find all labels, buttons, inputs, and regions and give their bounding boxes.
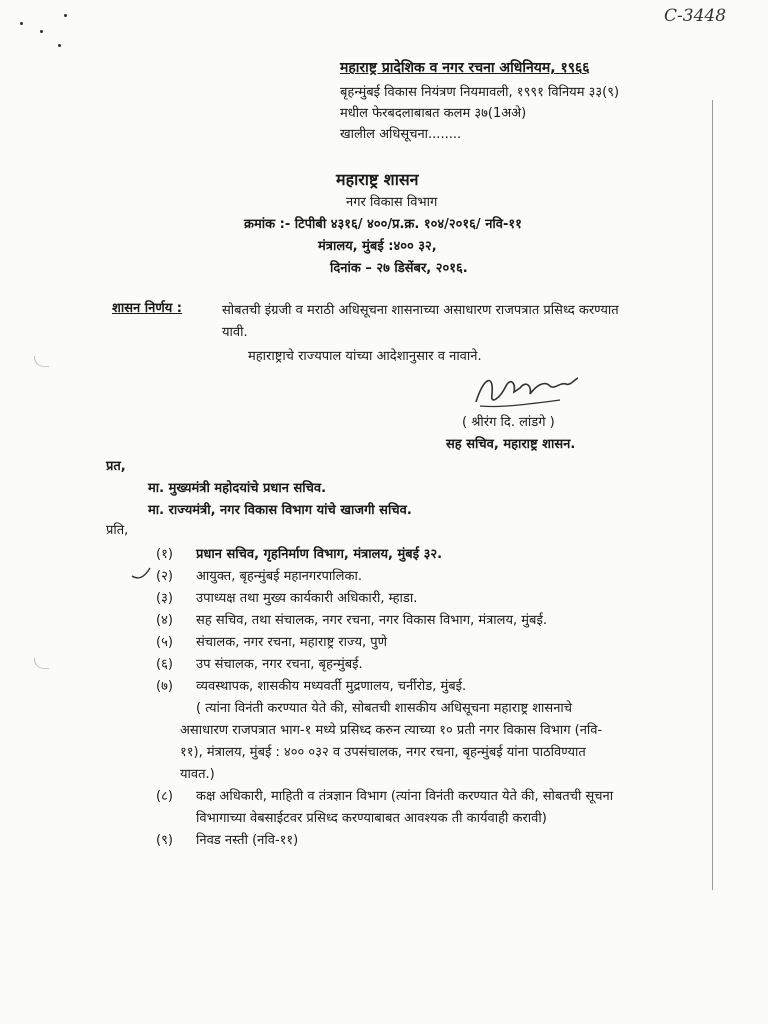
heading-line: बृहन्मुंबई विकास नियंत्रण नियमावली, १९९१ विनियम ३३(९) — [340, 85, 620, 100]
signatory-name: ( श्रीरंग दि. लांडगे ) — [462, 415, 555, 430]
recipient-number: (४) — [156, 613, 173, 628]
recipients-label: प्रति, — [106, 523, 129, 538]
recipient-item: व्यवस्थापक, शासकीय मध्यवर्ती मुद्रणालय, चर्नीरोड, मुंबई. — [196, 679, 467, 694]
copy-to-item: मा. राज्यमंत्री, नगर विकास विभाग यांचे खाजगी सचिव. — [148, 503, 412, 518]
reference-mark: C-3448 — [664, 6, 727, 26]
recipient-item: उपाध्यक्ष तथा मुख्य कार्यकारी अधिकारी, म्हाडा. — [196, 591, 418, 606]
item8-line: कक्ष अधिकारी, माहिती व तंत्रज्ञान विभाग (त्यांना विनंती करण्यात येते की, सोबतची सूचना — [196, 789, 614, 804]
recipient-item: उप संचालक, नगर रचना, बृहन्मुंबई. — [196, 657, 363, 672]
recipient-item: प्रधान सचिव, गृहनिर्माण विभाग, मंत्रालय, मुंबई ३२. — [196, 547, 443, 562]
item8-line: विभागाच्या वेबसाईटवर प्रसिध्द करण्याबाबत आवश्यक ती कार्यवाही करावी) — [196, 811, 547, 826]
scan-speck — [20, 22, 23, 25]
govt-number: क्रमांक :- टिपीबी ४३१६/ ४००/प्र.क्र. १०४/२०१६/ नवि-११ — [244, 217, 522, 232]
punch-hole — [34, 356, 49, 367]
govt-place: मंत्रालय, मुंबई :४०० ३२, — [318, 239, 437, 254]
heading-line: खालील अधिसूचना........ — [340, 127, 462, 142]
govt-date: दिनांक – २७ डिसेंबर, २०१६. — [330, 261, 468, 276]
item7-note-line: ( त्यांना विनंती करण्यात येते की, सोबतची शासकीय अधिसूचना महाराष्ट्र शासनाचे — [196, 701, 573, 716]
copy-to-item: मा. मुख्यमंत्री महोदयांचे प्रधान सचिव. — [148, 481, 327, 496]
recipient-item: आयुक्त, बृहन्मुंबई महानगरपालिका. — [196, 569, 362, 584]
recipient-number: (६) — [156, 657, 173, 672]
govt-department: नगर विकास विभाग — [346, 195, 438, 210]
heading-line: मधील फेरबदलाबाबत कलम ३७(1अअे) — [340, 106, 527, 121]
decision-text: यावी. — [222, 325, 248, 340]
item9-text: निवड नस्ती (नवि-११) — [196, 833, 299, 848]
scan-speck — [64, 14, 67, 17]
decision-text: सोबतची इंग्रजी व मराठी अधिसूचना शासनाच्या असाधारण राजपत्रात प्रसिध्द करण्यात — [222, 303, 619, 318]
recipient-number: (८) — [156, 789, 173, 804]
scan-speck — [40, 30, 43, 33]
recipient-number: (७) — [156, 679, 173, 694]
margin-line — [712, 100, 713, 890]
recipient-number: (३) — [156, 591, 173, 606]
item7-note-line: ११), मंत्रालय, मुंबई : ४०० ०३२ व उपसंचालक, नगर रचना, बृहन्मुंबई यांना पाठविण्यात — [180, 745, 586, 760]
recipient-item: सह सचिव, तथा संचालक, नगर रचना, नगर विकास विभाग, मंत्रालय, मुंबई. — [196, 613, 547, 628]
signatory-designation: सह सचिव, महाराष्ट्र शासन. — [446, 437, 576, 452]
item7-note-line: यावत.) — [180, 767, 215, 782]
recipient-number: (२) — [156, 569, 173, 584]
govt-title: महाराष्ट्र शासन — [336, 170, 419, 189]
item7-note-line: असाधारण राजपत्रात भाग-१ मध्ये प्रसिध्द करुन त्याच्या १० प्रती नगर विकास विभाग (नवि- — [180, 723, 603, 738]
decision-text: महाराष्ट्राचे राज्यपाल यांच्या आदेशानुसार व नावाने. — [248, 349, 482, 364]
tick-mark — [130, 562, 174, 582]
recipient-number: (१) — [156, 547, 173, 562]
recipient-number: (९) — [156, 833, 173, 848]
recipient-number: (५) — [156, 635, 173, 650]
decision-label: शासन निर्णय : — [112, 301, 182, 316]
heading-line: महाराष्ट्र प्रादेशिक व नगर रचना अधिनियम, १९६६ — [340, 60, 590, 76]
scan-speck — [58, 44, 61, 47]
punch-hole — [34, 658, 49, 669]
recipient-item: संचालक, नगर रचना, महाराष्ट्र राज्य, पुणे — [196, 635, 388, 650]
copy-to-label: प्रत, — [106, 459, 126, 474]
signature-scribble — [470, 368, 582, 412]
